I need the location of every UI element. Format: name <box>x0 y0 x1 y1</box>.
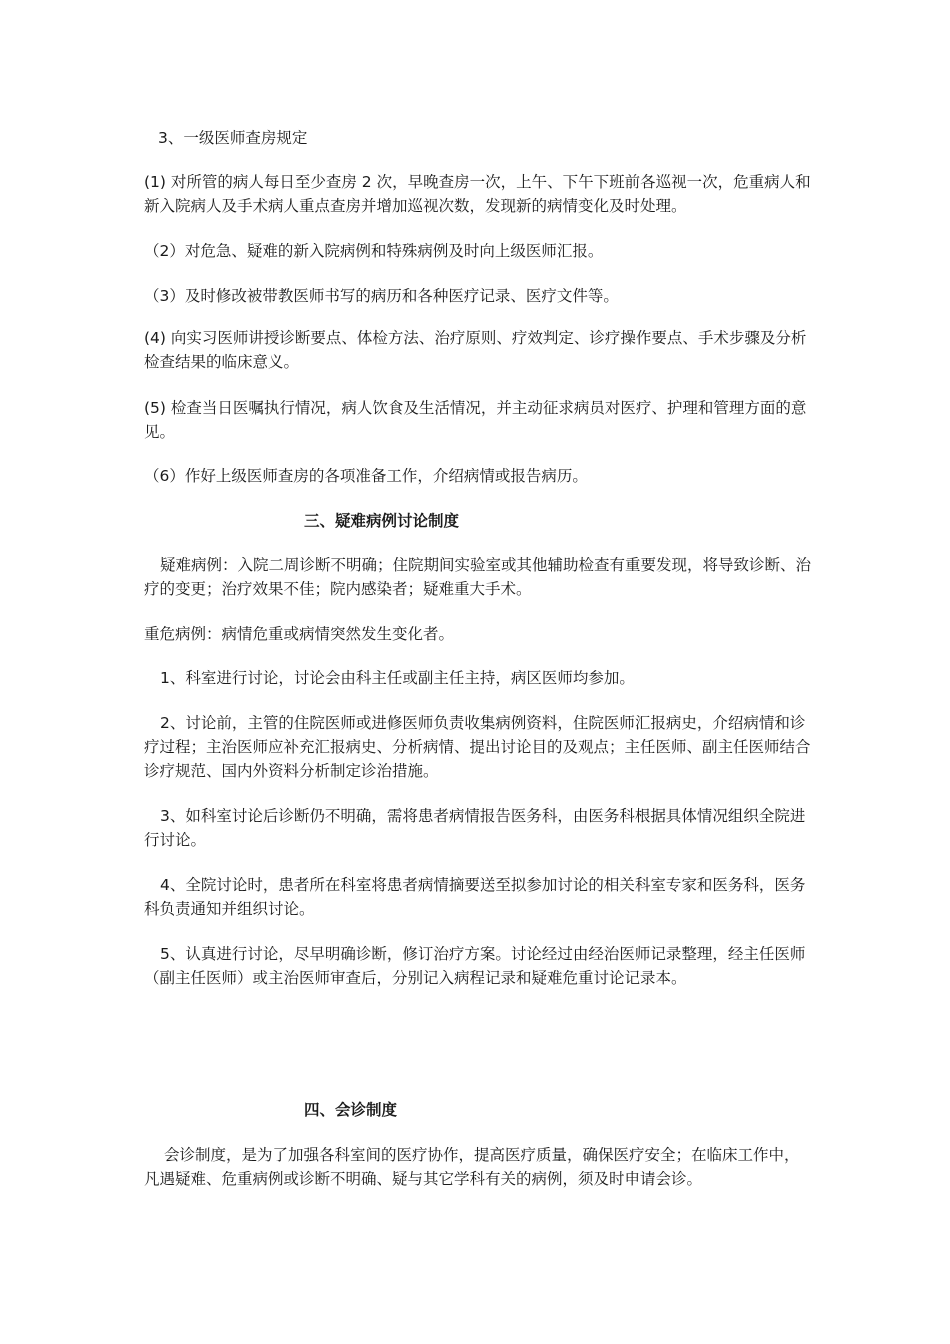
rounds-item-6: （6）作好上级医师查房的各项准备工作，介绍病情或报告病历。 <box>144 467 588 485</box>
difficult-case-definition: 疑难病例：入院二周诊断不明确；住院期间实验室或其他辅助检查有重要发现，将导致诊断、治疗的变更；治疗效果不佳；院内感染者；疑难重大手术。 <box>144 556 812 598</box>
heading-consultation-system: 四、会诊制度 <box>304 1101 398 1119</box>
discussion-item-1: 1、科室进行讨论，讨论会由科主任或副主任主持，病区医师均参加。 <box>160 669 635 687</box>
rounds-item-5: (5) 检查当日医嘱执行情况，病人饮食及生活情况，并主动征求病员对医疗、护理和管理方面的意见。 <box>144 399 807 441</box>
rounds-item-3: （3）及时修改被带教医师书写的病历和各种医疗记录、医疗文件等。 <box>144 287 619 305</box>
section-3-title: 3、一级医师查房规定 <box>158 129 308 147</box>
consultation-intro: 会诊制度，是为了加强各科室间的医疗协作，提高医疗质量，确保医疗安全；在临床工作中，凡遇疑难、危重病例或诊断不明确、疑与其它学科有关的病例，须及时申请会诊。 <box>144 1146 800 1188</box>
discussion-item-2: 2、讨论前，主管的住院医师或进修医师负责收集病例资料，住院医师汇报病史，介绍病情和诊疗过程；主治医师应补充汇报病史、分析病情、提出讨论目的及观点；主任医师、副主任医师结合诊疗规范、国内外资料分析制定诊治措施。 <box>144 714 811 780</box>
discussion-item-3: 3、如科室讨论后诊断仍不明确，需将患者病情报告医务科，由医务科根据具体情况组织全院进行讨论。 <box>144 807 806 849</box>
critical-case-definition: 重危病例：病情危重或病情突然发生变化者。 <box>144 625 455 643</box>
rounds-item-2: （2）对危急、疑难的新入院病例和特殊病例及时向上级医师汇报。 <box>144 242 604 260</box>
discussion-item-4: 4、全院讨论时，患者所在科室将患者病情摘要送至拟参加讨论的相关科室专家和医务科，医务科负责通知并组织讨论。 <box>144 876 806 918</box>
rounds-item-4: (4) 向实习医师讲授诊断要点、体检方法、治疗原则、疗效判定、诊疗操作要点、手术步骤及分析检查结果的临床意义。 <box>144 329 807 371</box>
heading-difficult-case-discussion: 三、疑难病例讨论制度 <box>304 512 460 530</box>
rounds-item-1: (1) 对所管的病人每日至少查房 2 次，早晚查房一次，上午、下午下班前各巡视一次，危重病人和新入院病人及手术病人重点查房并增加巡视次数，发现新的病情变化及时处理。 <box>144 173 811 215</box>
discussion-item-5: 5、认真进行讨论，尽早明确诊断，修订治疗方案。讨论经过由经治医师记录整理，经主任医师（副主任医师）或主治医师审查后，分别记入病程记录和疑难危重讨论记录本。 <box>144 945 806 987</box>
